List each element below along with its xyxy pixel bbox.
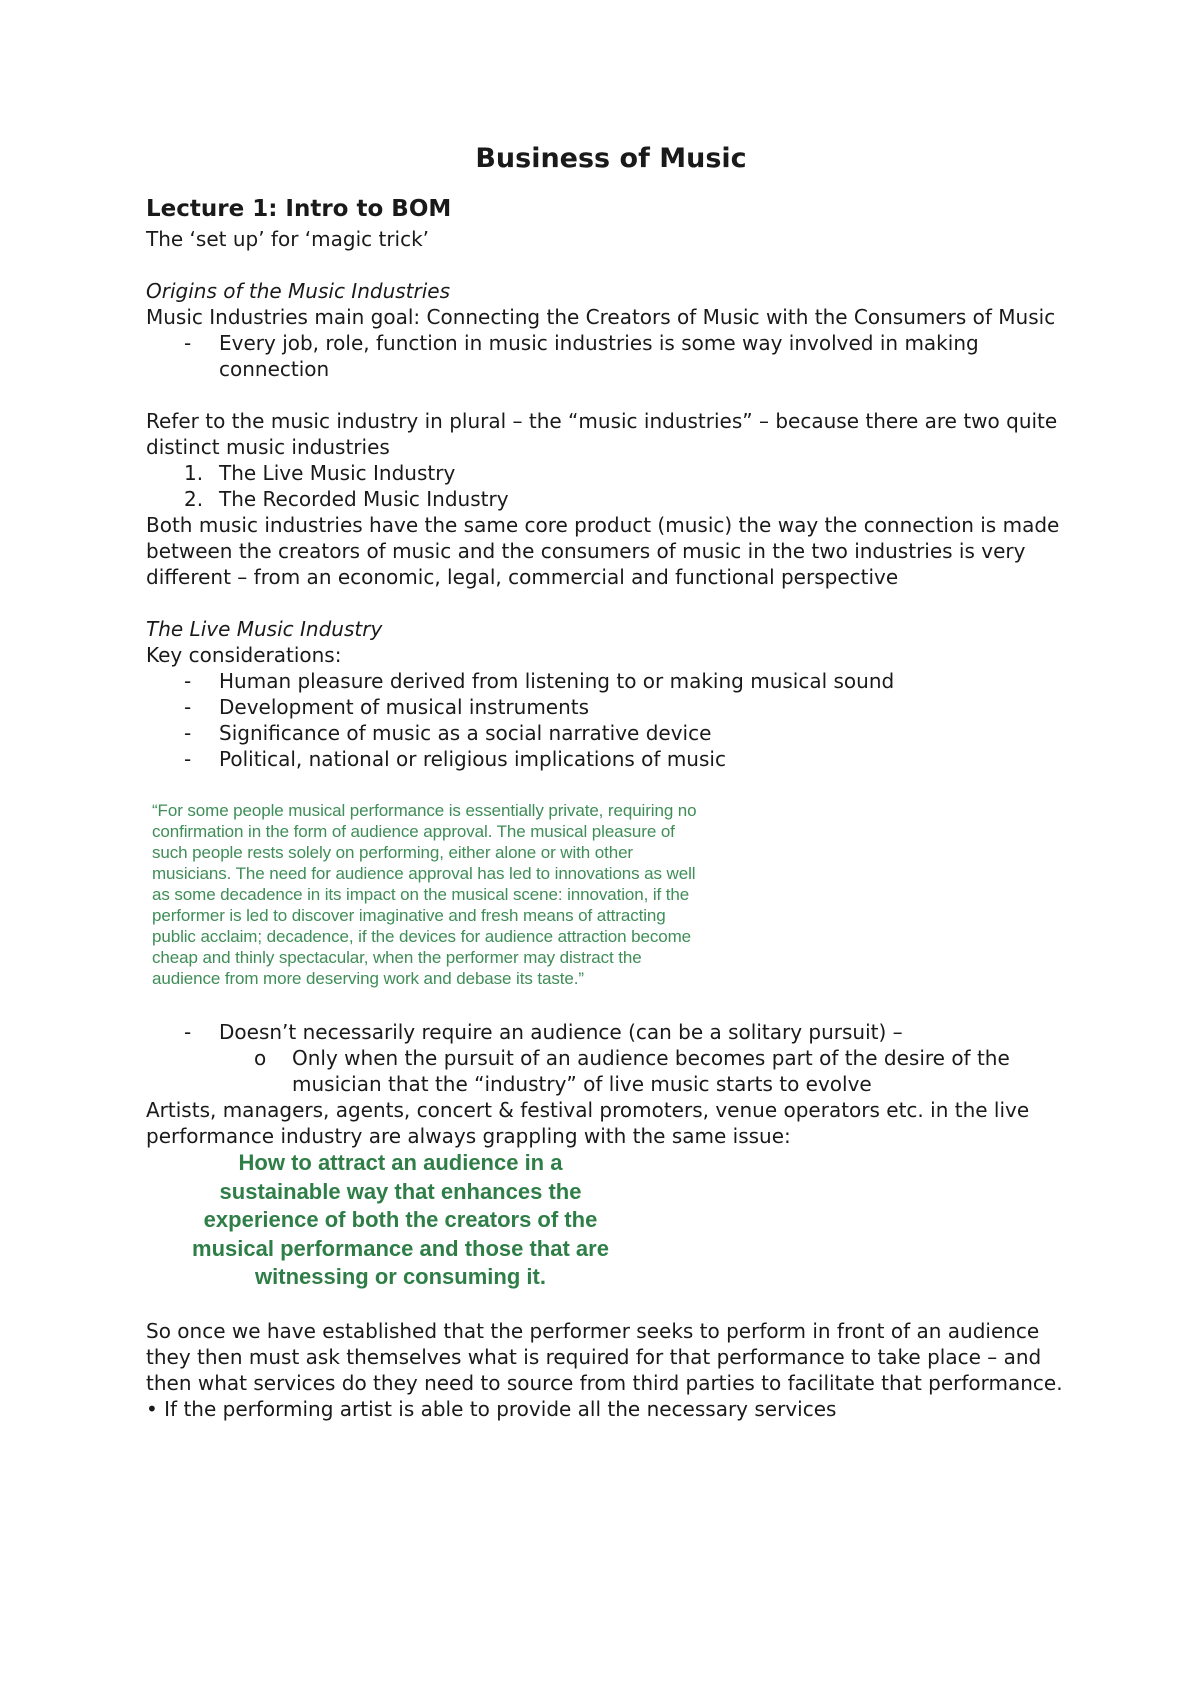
setup-text: The ‘set up’ for ‘magic trick’ [146, 227, 430, 251]
list-item-text: Political, national or religious implications of music [219, 747, 726, 771]
list-item-text: The Live Music Industry [219, 461, 456, 485]
live-heading: The Live Music Industry [146, 617, 383, 641]
considerations-list [146, 668, 1076, 772]
list-item [146, 1045, 1076, 1097]
industries-list [146, 460, 1076, 512]
dash-marker: - [184, 331, 192, 355]
list-item-text: Human pleasure derived from listening to or making musical sound [219, 669, 895, 693]
number-marker: 1. [184, 461, 204, 485]
list-item [146, 330, 1076, 382]
list-item-text: The Recorded Music Industry [219, 487, 509, 511]
audience-list [146, 1019, 1076, 1045]
list-item-text: Development of musical instruments [219, 695, 590, 719]
list-item [146, 486, 1076, 512]
audience-sublist [146, 1045, 1076, 1097]
spacer [146, 252, 1076, 278]
dash-marker: - [184, 1020, 192, 1044]
dash-marker: - [184, 721, 192, 745]
origins-goal: Music Industries main goal: Connecting the Creators of Music with the Consumers of Music [146, 305, 1056, 329]
list-item [146, 746, 1076, 772]
plural-summary: Both music industries have the same core product (music) the way the connection is made between the creators of music and the consumers of music in the two industries is very different – from an economic, legal, commercial and functional perspective [146, 513, 1060, 589]
number-marker: 2. [184, 487, 204, 511]
list-item [146, 460, 1076, 486]
list-item [146, 1019, 1076, 1045]
closing-text: So once we have established that the performer seeks to perform in front of an audience they then must ask themselves what is required for that performance to take place – and then what services do they need to source from third parties to facilitate that performance. [146, 1318, 1063, 1395]
list-item [146, 694, 1076, 720]
dash-marker: - [184, 669, 192, 693]
list-item-text: Only when the pursuit of an audience becomes part of the desire of the musician that the “industry” of live music starts to evolve [292, 1046, 1010, 1096]
quote-block: “For some people musical performance is essentially private, requiring no confirmation in the form of audience approval. The musical pleasure of such people rests solely on performing, either alone or with other musicians. The need for audience approval has led to innovations as well as some decadence in its impact on the musical scene: innovation, if the performer is led to discover imaginative and fresh means of attracting public acclaim; decadence, if the devices for audience attraction become cheap and thinly spectacular, when the performer may distract the audience from more deserving work and debase its taste.” [152, 801, 697, 988]
list-item [146, 720, 1076, 746]
dash-marker: - [184, 747, 192, 771]
plural-intro: Refer to the music industry in plural – the “music industries” – because there are two quite distinct music industries [146, 409, 1058, 459]
list-item [146, 668, 1076, 694]
circle-marker: o [254, 1046, 267, 1070]
origins-heading: Origins of the Music Industries [146, 279, 451, 303]
lecture-heading: Lecture 1: Intro to BOM [146, 196, 452, 222]
closing-bullet: • If the performing artist is able to provide all the necessary services [146, 1396, 837, 1421]
list-item-text: Doesn’t necessarily require an audience (can be a solitary pursuit) – [219, 1020, 903, 1044]
spacer [146, 590, 1076, 616]
highlight-callout: How to attract an audience in a sustainable way that enhances the experience of both the creators of the musical performance and those that are witnessing or consuming it. [192, 1150, 609, 1289]
page-title: Business of Music [475, 143, 747, 174]
dash-marker: - [184, 695, 192, 719]
list-item-text: Every job, role, function in music industries is some way involved in making connection [219, 331, 979, 381]
key-considerations: Key considerations: [146, 643, 342, 667]
audience-text: Artists, managers, agents, concert & festival promoters, venue operators etc. in the live performance industry are always grappling with the same issue: [146, 1098, 1030, 1148]
spacer [146, 382, 1076, 408]
origins-list [146, 330, 1076, 382]
list-item-text: Significance of music as a social narrative device [219, 721, 712, 745]
document-page [146, 140, 1076, 1422]
